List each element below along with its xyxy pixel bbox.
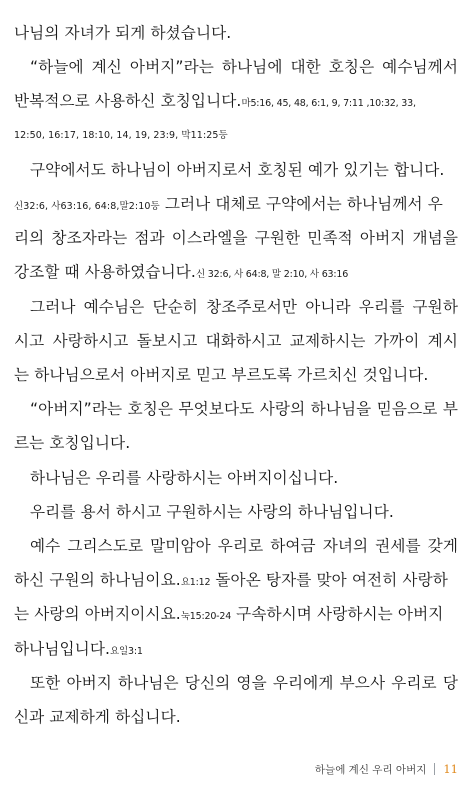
text-line: 시고 사랑하시고 돌보시고 대화하시고 교제하시는 가까이 계시 (14, 331, 458, 350)
scripture-reference: 신32:6, 사63:16, 64:8,말2:10등 (14, 201, 160, 212)
text-line: 리의 창조자라는 점과 이스라엘을 구원한 민족적 아버지 개념을 (14, 229, 458, 248)
text-line: 르는 호칭입니다. (14, 434, 131, 453)
text-line: 강조할 때 사용하였습니다.신 32:6, 사 64:8, 말 2:10, 사 63:16 (14, 263, 349, 282)
text-line: 하나님입니다.요일3:1 (14, 639, 143, 658)
scripture-reference: 마5:16, 45, 48, 6:1, 9, 7:11 ,10:32, 33, (241, 98, 416, 110)
text-line: 하나님은 우리를 사랑하시는 아버지이십니다. (30, 468, 339, 487)
book-title: 하늘에 계신 우리 아버지 (314, 763, 427, 776)
text-line: 나님의 자녀가 되게 하셨습니다. (14, 24, 232, 42)
page-number: 11 (443, 762, 458, 776)
scripture-reference: 12:50, 16:17, 18:10, 14, 19, 23:9, 막11:25등 (14, 129, 228, 141)
text-line: 신32:6, 사63:16, 64:8,말2:10등 그러나 대체로 구약에서는 하나님께서 우 (14, 195, 443, 213)
page-footer (300, 760, 458, 778)
scripture-reference: 신 32:6, 사 64:8, 말 2:10, 사 63:16 (195, 269, 349, 281)
text-line: 반복적으로 사용하신 호칭입니다.마5:16, 45, 48, 6:1, 9, 7:11 ,10:32, 33, (14, 92, 416, 111)
text-line: 우리를 용서 하시고 구원하시는 사랑의 하나님입니다. (30, 502, 394, 521)
text-line: 구약에서도 하나님이 아버지로서 호칭된 예가 있기는 합니다. (30, 160, 445, 179)
text-line: 하신 구원의 하나님이요.요1:12 돌아온 탕자를 맞아 여전히 사랑하 (14, 571, 448, 590)
text-line: “하늘에 계신 아버지”라는 하나님에 대한 호칭은 예수님께서 (30, 58, 458, 77)
scripture-reference: 눅15:20-24 (180, 611, 232, 623)
text-line: 예수 그리스도로 말미암아 우리로 하여금 자녀의 권세를 갖게 (30, 537, 458, 555)
text-line: 신과 교제하게 하십니다. (14, 708, 181, 726)
text-line: 는 하나님으로서 아버지로 믿고 부르도록 가르치신 것입니다. (14, 366, 429, 384)
footer-divider (434, 763, 435, 775)
text-line: “아버지”라는 호칭은 무엇보다도 사랑의 하나님을 믿음으로 부 (30, 400, 458, 419)
text-line: 또한 아버지 하나님은 당신의 영을 우리에게 부으사 우리로 당 (30, 673, 458, 692)
text-line: 그러나 예수님은 단순히 창조주로서만 아니라 우리를 구원하 (30, 297, 458, 316)
scripture-reference: 요일3:1 (110, 645, 143, 657)
text-line: 는 사랑의 아버지이시요.눅15:20-24 구속하시며 사랑하시는 아버지 (14, 605, 444, 624)
scripture-reference: 요1:12 (180, 577, 211, 589)
